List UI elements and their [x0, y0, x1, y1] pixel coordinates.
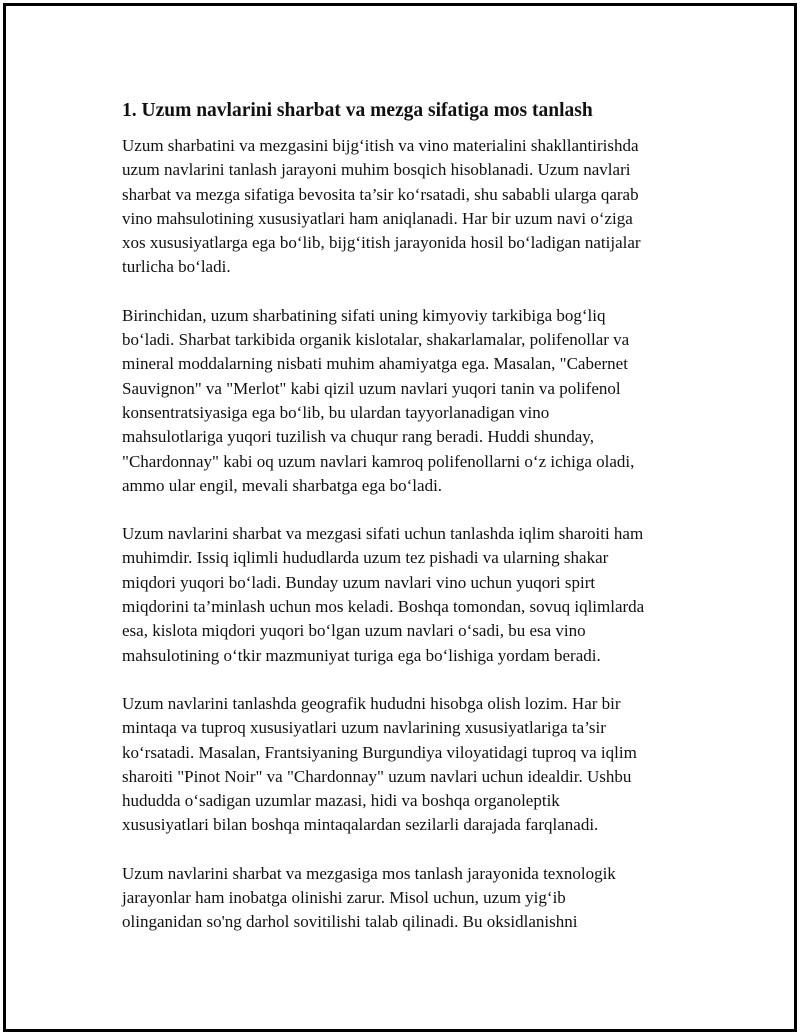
- text-line: xususiyatlari bilan boshqa mintaqalardan sezilarli darajada farqlanadi.: [122, 815, 599, 835]
- text-line: mahsulotining o‘tkir mazmuniyat turiga ega bo‘lishiga yordam beradi.: [122, 645, 601, 665]
- page-frame: [3, 3, 797, 1032]
- text-line: miqdori yuqori bo‘ladi. Bunday uzum navlari vino uchun yuqori spirt: [122, 572, 596, 592]
- text-line: "Chardonnay" kabi oq uzum navlari kamroq polifenollarni o‘z ichiga oladi,: [122, 451, 635, 471]
- text-line: hududda o‘sadigan uzumlar mazasi, hidi va boshqa organoleptik: [122, 791, 560, 811]
- paragraph-intro: [122, 134, 694, 280]
- text-line: Uzum sharbatini va mezgasini bijg‘itish va vino materialini shakllantirishda: [122, 136, 639, 155]
- paragraph-geography: [122, 692, 694, 838]
- text-line: xos xususiyatlarga ega bo‘lib, bijg‘itish jarayonida hosil bo‘ladigan natijalar: [122, 233, 641, 253]
- paragraph-chemical-composition: [122, 304, 694, 498]
- text-line: muhimdir. Issiq iqlimli hududlarda uzum tez pishadi va ularning shakar: [122, 548, 609, 568]
- text-line: ko‘rsatadi. Masalan, Frantsiyaning Burgundiya viloyatidagi tuproq va iqlim: [122, 742, 637, 762]
- text-line: uzum navlarini tanlash jarayoni muhim bosqich hisoblanadi. Uzum navlari: [122, 160, 631, 180]
- paragraph-climate: [122, 522, 694, 668]
- text-line: jarayonlar ham inobatga olinishi zarur. Misol uchun, uzum yig‘ib: [122, 888, 566, 908]
- text-line: mineral moddalarning nisbati muhim ahamiyatga ega. Masalan, "Cabernet: [122, 354, 628, 374]
- text-line: olinganidan so'ng darhol sovitilishi talab qilinadi. Bu oksidlanishni: [122, 912, 578, 932]
- text-line: Sauvignon" va "Merlot" kabi qizil uzum navlari yuqori tanin va polifenol: [122, 378, 621, 398]
- section-heading: 1. Uzum navlarini sharbat va mezga sifatiga mos tanlash: [122, 100, 593, 121]
- document-body: [122, 98, 694, 959]
- text-line: Birinchidan, uzum sharbatining sifati uning kimyoviy tarkibiga bog‘liq: [122, 305, 606, 325]
- text-line: ammo ular engil, mevali sharbatga ega bo‘ladi.: [122, 475, 443, 495]
- text-line: Uzum navlarini tanlashda geografik hududni hisobga olish lozim. Har bir: [122, 693, 621, 713]
- text-line: bo‘ladi. Sharbat tarkibida organik kislotalar, shakarlamalar, polifenollar va: [122, 330, 630, 350]
- text-line: turlicha bo‘ladi.: [122, 257, 231, 277]
- text-line: Uzum navlarini sharbat va mezgasiga mos tanlash jarayonida texnologik: [122, 863, 616, 883]
- text-line: miqdorini ta’minlash uchun mos keladi. Boshqa tomondan, sovuq iqlimlarda: [122, 597, 645, 617]
- text-line: sharbat va mezga sifatiga bevosita ta’sir ko‘rsatadi, shu sababli ularga qarab: [122, 184, 639, 204]
- text-line: sharoiti "Pinot Noir" va "Chardonnay" uzum navlari uchun idealdir. Ushbu: [122, 766, 632, 786]
- text-line: Uzum navlarini sharbat va mezgasi sifati uchun tanlashda iqlim sharoiti ham: [122, 524, 644, 544]
- paragraph-technology: [122, 862, 694, 935]
- text-line: vino mahsulotining xususiyatlari ham aniqlanadi. Har bir uzum navi o‘ziga: [122, 208, 633, 228]
- text-line: esa, kislota miqdori yuqori bo‘lgan uzum navlari o‘sadi, bu esa vino: [122, 621, 586, 641]
- text-line: mahsulotlariga yuqori tuzilish va chuqur rang beradi. Huddi shunday,: [122, 427, 594, 447]
- text-line: konsentratsiyasiga ega bo‘lib, bu ulardan tayyorlanadigan vino: [122, 402, 550, 422]
- text-line: mintaqa va tuproq xususiyatlari uzum navlarining xususiyatlariga ta’sir: [122, 718, 606, 738]
